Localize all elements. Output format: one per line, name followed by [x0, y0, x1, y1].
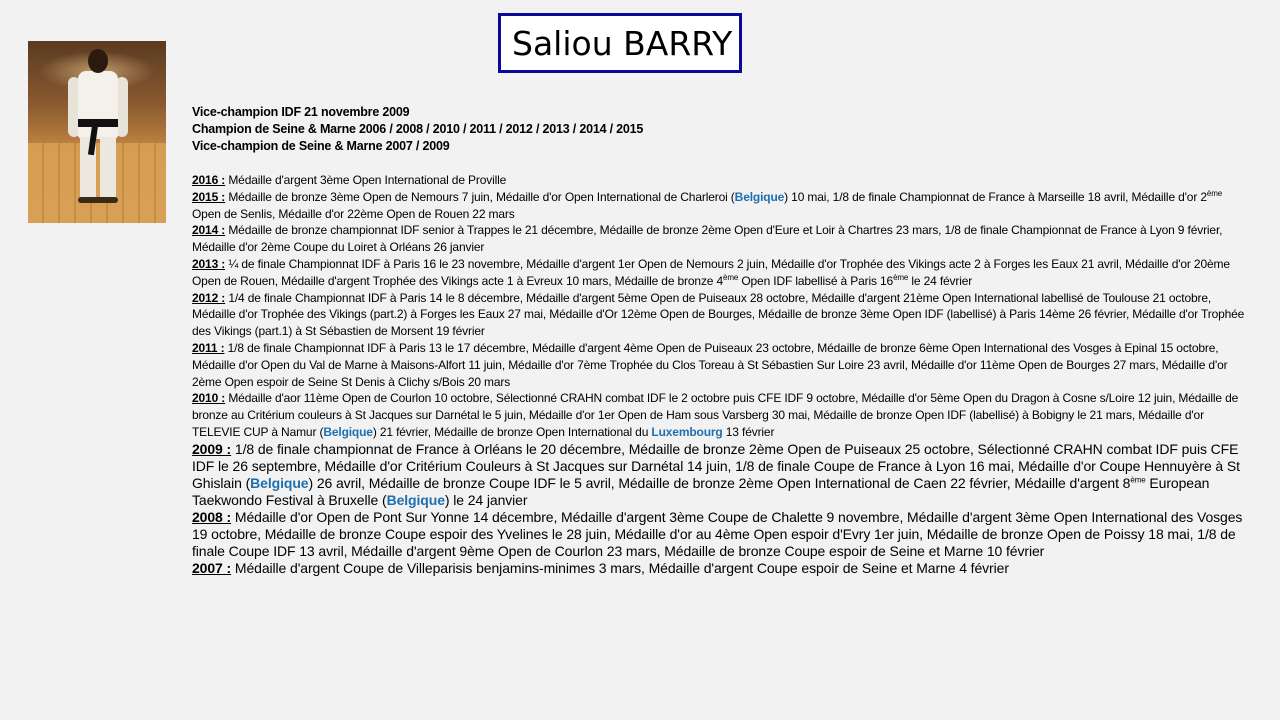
entry-text: Médaille de bronze 3ème Open de Nemours 7 juin, Médaille d'or Open International de Charleroi (: [225, 189, 735, 204]
results-content: [192, 104, 1252, 577]
entry-2015: [192, 189, 1252, 223]
photo-head: [88, 49, 108, 73]
entry-text: Open de Senlis, Médaille d'or 22ème Open de Rouen 22 mars: [192, 206, 515, 221]
entry-text: 1/8 de finale Championnat IDF à Paris 13 le 17 décembre, Médaille d'argent 4ème Open de Puiseaux 23 octobre, Médaille de bronze 6ème Open International des Vosges à Epinal 15 octobre, Médaille d'or Open du Val de Marne à Maisons-Alfort 11 juin, Médaille d'or 7ème Trophée du Clos Toreau à St Sébastien Sur Loire 23 avril, Médaille d'or 11ème Open de Bourges 27 mars, Médaille d'or 2ème Open espoir de Seine St Denis à Clichy s/Bois 20 mars: [192, 340, 1228, 389]
entry-text: 1/8 de finale championnat de France à Orléans le 20 décembre, Médaille de bronze 2ème Open de Puiseaux 25 octobre, Sélectionné CRAHN combat IDF puis CFE IDF le 26 septembre, Médaille d'or Critérium Couleurs à St Jacques sur Darnétal 14 juin, 1/8 de finale Coupe de France à Lyon 16 mai, Médaille d'or Coupe Hennuyère à St Ghislain (: [192, 440, 1240, 491]
year-label: 2007 :: [192, 559, 232, 576]
athlete-photo: [28, 41, 166, 223]
country-highlight: Belgique: [734, 189, 785, 204]
entry-2007: [192, 560, 1252, 577]
year-label: 2011 :: [192, 340, 225, 355]
entry-2014: [192, 222, 1252, 256]
title-box: [498, 13, 742, 73]
year-label: 2016 :: [192, 173, 226, 187]
country-highlight: Luxembourg: [651, 424, 723, 439]
entry-text: Médaille d'argent Coupe de Villeparisis benjamins-minimes 3 mars, Médaille d'argent Coupe espoir de Seine et Marne 4 février: [231, 559, 1009, 576]
entry-2013: [192, 256, 1252, 290]
year-label: 2015 :: [192, 189, 226, 204]
photo-feet: [78, 197, 118, 203]
entry-text: Médaille d'or Open de Pont Sur Yonne 14 décembre, Médaille d'argent 3ème Coupe de Chalette 9 novembre, Médaille d'argent 3ème Open International des Vosges 19 octobre, Médaille de bronze Coupe espoir des Yvelines le 28 juin, Médaille d'or au 4ème Open espoir d'Evry 1er juin, Médaille de bronze Open de Poissy 18 mai, 1/8 de finale Coupe IDF 13 avril, Médaille d'argent 9ème Open de Courlon 23 mars, Médaille de bronze Coupe espoir de Seine et Marne 10 février: [192, 508, 1243, 559]
entry-text: ) 26 avril, Médaille de bronze Coupe IDF le 5 avril, Médaille de bronze 2ème Open International de Caen 22 février, Médaille d'argent 8: [308, 474, 1131, 491]
entry-text: Médaille d'aor 11ème Open de Courlon 10 octobre, Sélectionné CRAHN combat IDF le 2 octobre puis CFE IDF 9 octobre, Médaille d'or 5ème Open du Dragon à Cosne s/Loire 12 juin, Médaille de bronze au Critérium couleurs à St Jacques sur Darnétal le 5 juin, Médaille d'or 1er Open de Ham sous Varsberg 30 mai, Médaille de bronze Open IDF (labellisé) à Bobigny le 21 mars, Médaille d'or TELEVIE CUP à Namur (: [192, 391, 1239, 439]
entry-text: ) 21 février, Médaille de bronze Open International du: [372, 424, 652, 439]
photo-leg-right: [100, 137, 116, 199]
page-title: Saliou BARRY: [512, 24, 733, 63]
entry-2008: [192, 509, 1252, 560]
entry-text: 1/4 de finale Championnat IDF à Paris 14 le 8 décembre, Médaille d'argent 5ème Open de Puiseaux 28 octobre, Médaille d'argent 21ème Open International labellisé de Toulouse 21 octobre, Médaille d'or Trophée des Vikings (part.2) à Forges les Eaux 27 mai, Médaille d'Or 12ème Open de Bourges, Médaille de bronze 3ème Open IDF (labellisé) à Paris 14ème 26 février, Médaille d'or Trophée des Vikings (part.1) à St Sébastien de Morsent 19 février: [192, 290, 1245, 339]
entry-2010: [192, 390, 1252, 440]
honor-line: Vice-champion de Seine & Marne 2007 / 2009: [192, 139, 450, 153]
entry-2016: [192, 172, 1252, 189]
entry-2012: [192, 290, 1252, 340]
honor-line: Vice-champion IDF 21 novembre 2009: [192, 105, 410, 119]
ordinal-suffix: ème: [723, 272, 739, 282]
entry-text: le 24 février: [908, 273, 973, 288]
entry-text: Médaille d'argent 3ème Open International de Proville: [225, 173, 507, 187]
ordinal-suffix: ème: [1130, 475, 1146, 485]
country-highlight: Belgique: [323, 424, 373, 439]
ordinal-suffix: ème: [1206, 188, 1223, 198]
entry-2011: [192, 340, 1252, 390]
year-label: 2012 :: [192, 290, 226, 305]
entry-text: ¼ de finale Championnat IDF à Paris 16 le 23 novembre, Médaille d'argent 1er Open de Nemours 2 juin, Médaille d'or Trophée des Vikings acte 2 à Forges les Eaux 21 avril, Médaille d'or 20ème Open de Rouen, Médaille d'argent Trophée des Vikings acte 1 à Evreux 10 mars, Médaille de bronze 4: [192, 256, 1230, 288]
spacer: [192, 155, 1252, 172]
year-label: 2008 :: [192, 508, 232, 525]
photo-floor: [28, 143, 166, 223]
entry-text: European Taekwondo Festival à Bruxelle (: [192, 474, 1210, 508]
ordinal-suffix: ème: [893, 272, 909, 282]
photo-dobok: [78, 71, 118, 139]
country-highlight: Belgique: [250, 474, 309, 491]
entry-text: Médaille de bronze championnat IDF senior à Trappes le 21 décembre, Médaille de bronze 2ème Open d'Eure et Loir à Chartres 23 mars, 1/8 de finale Championnat de France à Lyon 9 février, Médaille d'or 2ème Coupe du Loiret à Orléans 26 janvier: [192, 223, 1223, 255]
entry-text: 13 février: [722, 424, 775, 439]
year-label: 2009 :: [192, 440, 232, 457]
entry-2009: [192, 441, 1252, 509]
entry-text: ) le 24 janvier: [444, 491, 528, 508]
year-label: 2013 :: [192, 256, 226, 271]
country-highlight: Belgique: [386, 491, 445, 508]
honor-line: Champion de Seine & Marne 2006 / 2008 / 2010 / 2011 / 2012 / 2013 / 2014 / 2015: [192, 122, 644, 136]
entry-text: Open IDF labellisé à Paris 16: [738, 273, 894, 288]
year-label: 2014 :: [192, 223, 226, 238]
entry-text: ) 10 mai, 1/8 de finale Championnat de France à Marseille 18 avril, Médaille d'or 2: [784, 189, 1207, 204]
year-label: 2010 :: [192, 391, 226, 406]
